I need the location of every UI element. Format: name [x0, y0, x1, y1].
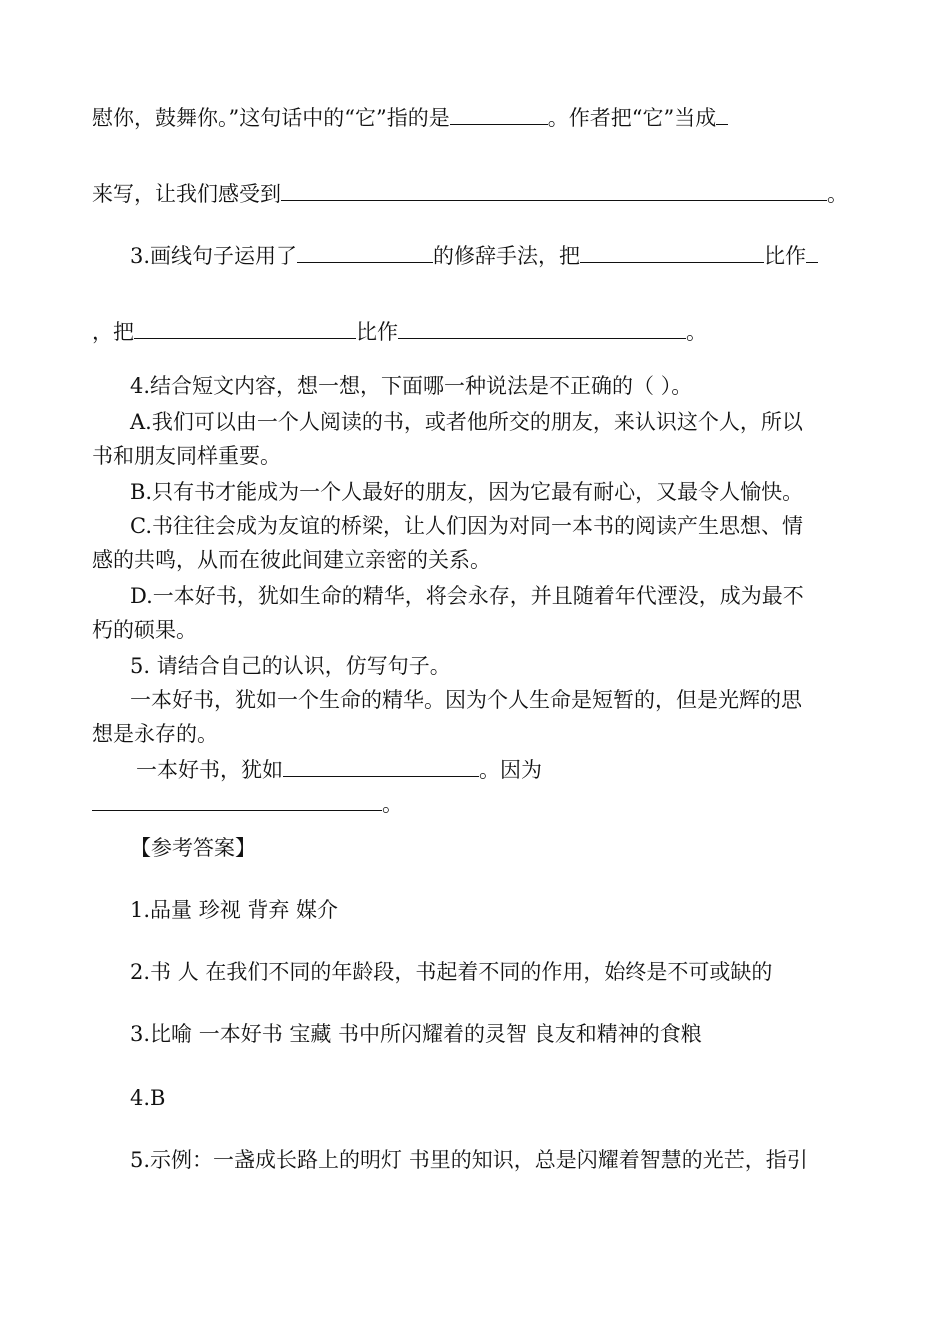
q2-blank-as[interactable]: [716, 104, 728, 125]
q4-option-d-line2[interactable]: 朽的硕果。: [92, 618, 197, 642]
q3-text-e: 比作: [356, 320, 398, 344]
answer-1: 1.品量 珍视 背弃 媒介: [130, 898, 339, 922]
q2-line2: [92, 180, 848, 208]
q5-fill-line1: [136, 756, 542, 784]
answers-title: 【参考答案】: [130, 836, 256, 860]
q2-text-d: 。: [827, 182, 848, 206]
q4-option-d-line1[interactable]: D.一本好书，犹如生命的精华，将会永存，并且随着年代湮没，成为最不: [130, 584, 804, 608]
q5-text-b: 。因为: [479, 758, 542, 782]
q3-line1: [130, 242, 818, 270]
q4-stem: 4.结合短文内容，想一想，下面哪一种说法是不正确的（ ）。: [130, 374, 693, 398]
q3-blank-object1[interactable]: [806, 242, 818, 263]
q3-blank-rhetoric[interactable]: [297, 242, 433, 263]
q3-blank-subject2[interactable]: [134, 318, 356, 339]
q5-example-line1: 一本好书，犹如一个生命的精华。因为个人生命是短暂的，但是光辉的思: [130, 688, 802, 712]
q4-option-a-line2[interactable]: 书和朋友同样重要。: [92, 444, 281, 468]
q2-text-c: 来写，让我们感受到: [92, 182, 281, 206]
q2-text-b: 。作者把“它”当成: [547, 106, 717, 130]
q2-line1: [92, 104, 728, 132]
q3-text-d: ，把: [92, 320, 134, 344]
answer-2: 2.书 人 在我们不同的年龄段，书起着不同的作用，始终是不可或缺的: [130, 960, 773, 984]
q3-blank-object2[interactable]: [398, 318, 686, 339]
q3-line2: [92, 318, 707, 346]
q5-blank-because[interactable]: [92, 790, 382, 811]
q3-text-f: 。: [686, 320, 707, 344]
q2-text-a: 慰你，鼓舞你。”这句话中的“它”指的是: [92, 106, 450, 130]
q5-example-line2: 想是永存的。: [92, 722, 218, 746]
q3-text-a: 3.画线句子运用了: [130, 244, 298, 268]
answer-4: 4.B: [130, 1086, 166, 1110]
q4-option-a-line1[interactable]: A.我们可以由一个人阅读的书，或者他所交的朋友，来认识这个人，所以: [130, 410, 803, 434]
q2-blank-it[interactable]: [450, 104, 548, 125]
q5-stem: 5. 请结合自己的认识，仿写句子。: [130, 654, 451, 678]
q4-option-c-line1[interactable]: C.书往往会成为友谊的桥梁，让人们因为对同一本书的阅读产生思想、情: [130, 514, 803, 538]
q5-text-c: 。: [382, 792, 403, 816]
q3-text-b: 的修辞手法，把: [433, 244, 581, 268]
q5-fill-line2: [92, 790, 403, 818]
q4-option-b[interactable]: B.只有书才能成为一个人最好的朋友，因为它最有耐心，又最令人愉快。: [130, 480, 804, 504]
q5-text-a: 一本好书，犹如: [136, 758, 283, 782]
answer-5: 5.示例：一盏成长路上的明灯 书里的知识，总是闪耀着智慧的光芒，指引: [130, 1148, 808, 1172]
q3-text-c: 比作: [764, 244, 807, 268]
q2-blank-feel[interactable]: [281, 180, 827, 201]
q3-blank-subject1[interactable]: [580, 242, 764, 263]
answer-3: 3.比喻 一本好书 宝藏 书中所闪耀着的灵智 良友和精神的食粮: [130, 1022, 702, 1046]
q5-blank-like[interactable]: [283, 756, 479, 777]
q4-option-c-line2[interactable]: 感的共鸣，从而在彼此间建立亲密的关系。: [92, 548, 491, 572]
